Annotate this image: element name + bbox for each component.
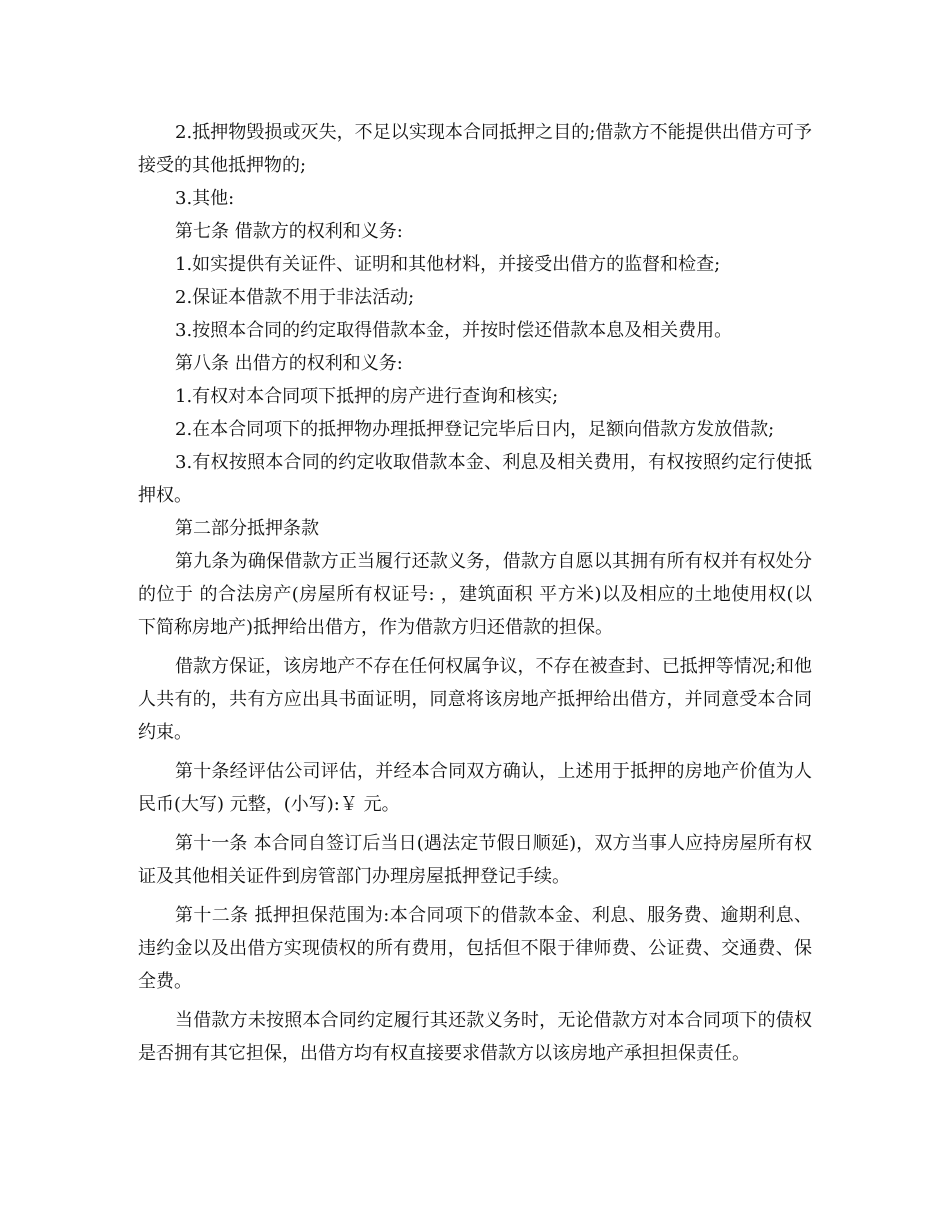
paragraph-other: 3.其他: [175,188,235,209]
article-9-paragraph: 第九条为确保借款方正当履行还款义务，借款方自愿以其拥有所有权并有权处分的位于 的合法房产(房屋所有权证号: ，建筑面积 平方米)以及相应的土地使用权(以下简称房地产)抵押给出借方，作为借款方归还借款的担保。 [138,551,812,638]
article-8-heading: 第八条 出借方的权利和义务: [175,353,403,374]
paragraph-borrower-guarantee: 借款方保证，该房地产不存在任何权属争议，不存在被查封、已抵押等情况;和他人共有的，共有方应出具书面证明，同意将该房地产抵押给出借方，并同意受本合同约束。 [138,656,812,743]
article-11-paragraph: 第十一条 本合同自签订后当日(遇法定节假日顺延)，双方当事人应持房屋所有权证及其他相关证件到房管部门办理房屋抵押登记手续。 [138,833,812,887]
paragraph-lender-right-3: 3.有权按照本合同的约定收取借款本金、利息及相关费用，有权按照约定行使抵押权。 [138,452,812,506]
part-2-heading: 第二部分抵押条款 [175,518,319,539]
paragraph-borrower-duty-3: 3.按照本合同的约定取得借款本金，并按时偿还借款本息及相关费用。 [175,320,733,341]
paragraph-borrower-duty-2: 2.保证本借款不用于非法活动; [175,287,415,308]
document-body [138,116,812,1070]
paragraph-guarantee-liability: 当借款方未按照本合同约定履行其还款义务时，无论借款方对本合同项下的债权是否拥有其它担保，出借方均有权直接要求借款方以该房地产承担担保责任。 [138,1010,812,1064]
paragraph-lender-right-2: 2.在本合同项下的抵押物办理抵押登记完毕后日内，足额向借款方发放借款; [175,419,775,440]
article-12-paragraph: 第十二条 抵押担保范围为:本合同项下的借款本金、利息、服务费、逾期利息、违约金以及出借方实现债权的所有费用，包括但不限于律师费、公证费、交通费、保全费。 [138,905,812,992]
paragraph-lender-right-1: 1.有权对本合同项下抵押的房产进行查询和核实; [175,386,559,407]
paragraph-borrower-duty-1: 1.如实提供有关证件、证明和其他材料，并接受出借方的监督和检查; [175,254,721,275]
article-10-paragraph: 第十条经评估公司评估，并经本合同双方确认，上述用于抵押的房地产价值为人民币(大写) 元整，(小写):￥ 元。 [138,761,812,815]
paragraph-mortgage-damage: 2.抵押物毁损或灭失，不足以实现本合同抵押之目的;借款方不能提供出借方可予接受的其他抵押物的; [138,122,812,176]
article-7-heading: 第七条 借款方的权利和义务: [175,221,403,242]
